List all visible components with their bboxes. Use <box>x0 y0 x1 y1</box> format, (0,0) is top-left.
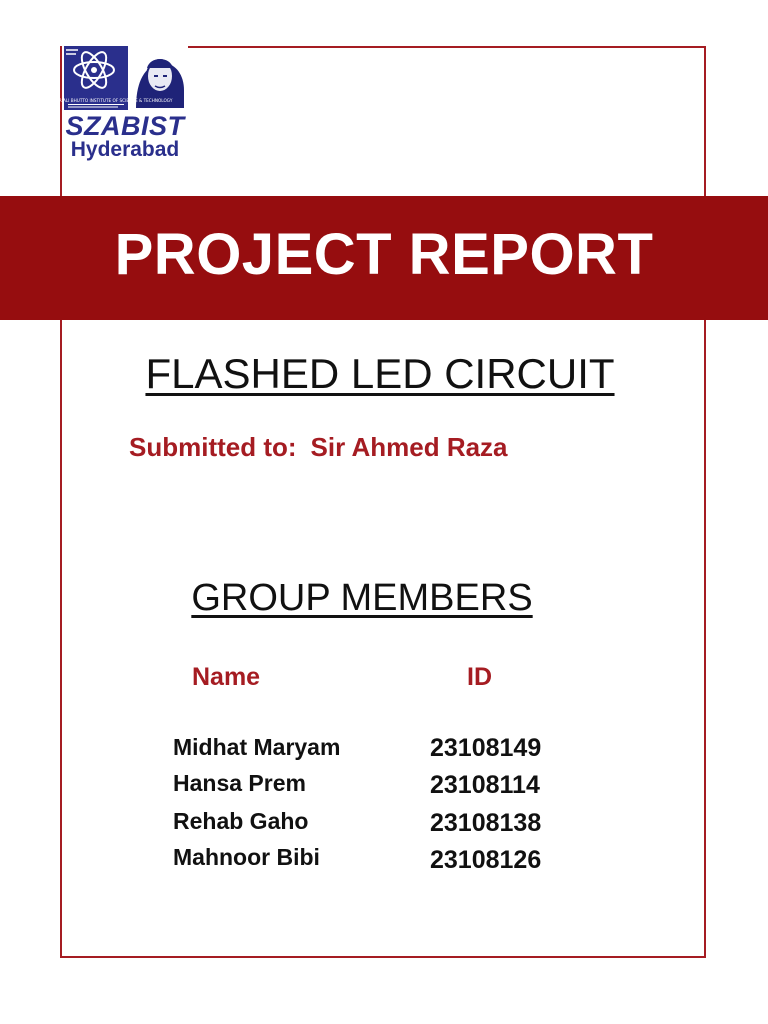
banner-title: PROJECT REPORT <box>114 222 654 287</box>
szabist-emblem-icon <box>19 46 186 114</box>
project-title <box>0 348 760 400</box>
member-name-2: Hansa Prem <box>173 770 306 796</box>
title-banner <box>0 196 768 320</box>
logo-city-text: Hyderabad <box>70 138 180 161</box>
szabist-logo <box>19 44 188 162</box>
member-name-4: Mahnoor Bibi <box>173 844 320 870</box>
member-id-3: 23108138 <box>430 809 542 837</box>
member-id-2: 23108114 <box>430 771 540 799</box>
member-name-1: Midhat Maryam <box>173 734 341 760</box>
group-members-title <box>0 574 724 622</box>
project-title-text: FLASHED LED CIRCUIT <box>145 350 615 397</box>
member-name-3: Rehab Gaho <box>173 808 309 834</box>
emblem-caption: SHAHEED ZULFIKAR ALI BHUTTO INSTITUTE OF SCIENCE & TECHNOLOGY <box>19 98 173 103</box>
cover-border-frame <box>60 46 706 958</box>
logo-brand-text: SZABIST <box>65 111 185 141</box>
member-id-4: 23108126 <box>430 846 542 874</box>
column-header-id: ID <box>467 663 492 691</box>
submitted-label: Submitted to: <box>129 432 297 462</box>
submitted-to <box>129 431 508 463</box>
member-id-1: 23108149 <box>430 734 542 762</box>
column-header-name: Name <box>192 663 261 691</box>
group-members-title-text: GROUP MEMBERS <box>191 577 533 619</box>
submitted-name: Sir Ahmed Raza <box>310 432 508 462</box>
